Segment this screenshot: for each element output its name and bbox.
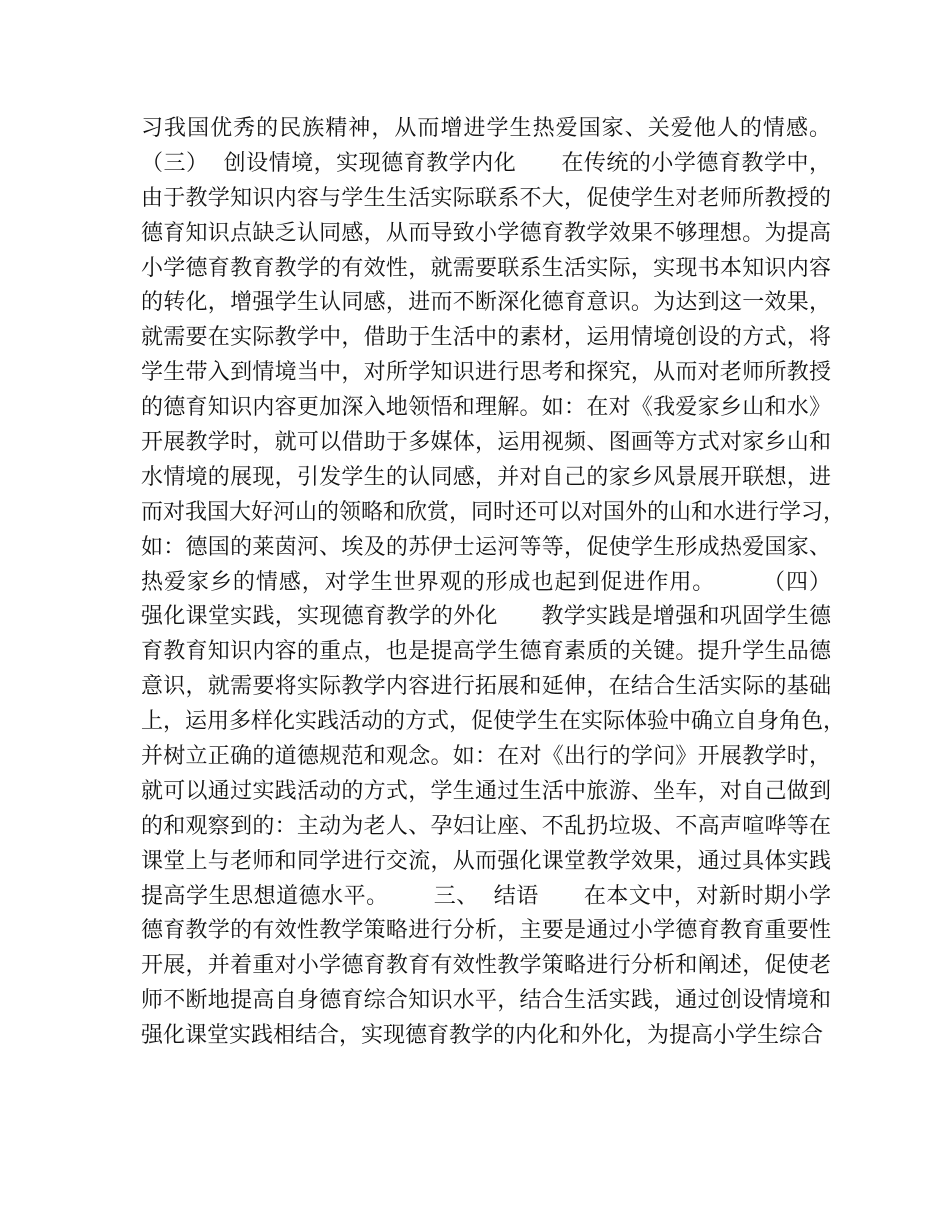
text-line: 提高学生思想道德水平。 三、 结语 在本文中，对新时期小学 — [141, 883, 831, 909]
text-line: 学生带入到情境当中，对所学知识进行思考和探究，从而对老师所教授 — [141, 360, 831, 386]
text-line: 的德育知识内容更加深入地领悟和理解。如：在对《我爱家乡山和水》 — [141, 395, 831, 421]
text-line: 强化课堂实践相结合，实现德育教学的内化和外化，为提高小学生综合 — [141, 1023, 824, 1049]
text-line: 习我国优秀的民族精神，从而增进学生热爱国家、关爱他人的情感。 — [141, 116, 831, 141]
text-line: 德育教学的有效性教学策略进行分析，主要是通过小学德育教育重要性 — [141, 918, 831, 944]
text-line: 热爱家乡的情感，对学生世界观的形成也起到促进作用。 （四） — [141, 569, 831, 595]
text-line: （三） 创设情境，实现德育教学内化 在传统的小学德育教学中， — [141, 150, 831, 176]
text-line: 强化课堂实践，实现德育教学的外化 教学实践是增强和巩固学生德 — [141, 604, 831, 630]
text-line: 意识，就需要将实际教学内容进行拓展和延伸，在结合生活实际的基础 — [141, 674, 831, 700]
text-line: 的转化，增强学生认同感，进而不断深化德育意识。为达到这一效果， — [141, 290, 831, 316]
text-line: 开展教学时，就可以借助于多媒体，运用视频、图画等方式对家乡山和 — [141, 430, 831, 456]
text-line: 上，运用多样化实践活动的方式，促使学生在实际体验中确立自身角色， — [141, 709, 846, 735]
body-text — [141, 112, 846, 1054]
text-line: 小学德育教育教学的有效性，就需要联系生活实际，实现书本知识内容 — [141, 255, 831, 281]
text-line: 就可以通过实践活动的方式，学生通过生活中旅游、坐车，对自己做到 — [141, 778, 831, 804]
text-line: 育教育知识内容的重点，也是提高学生德育素质的关键。提升学生品德 — [141, 639, 831, 665]
text-line: 就需要在实际教学中，借助于生活中的素材，运用情境创设的方式，将 — [141, 325, 831, 351]
text-line: 开展，并着重对小学德育教育有效性教学策略进行分析和阐述，促使老 — [141, 953, 831, 979]
text-line: 并树立正确的道德规范和观念。如：在对《出行的学问》开展教学时， — [141, 744, 831, 770]
text-line: 的和观察到的：主动为老人、孕妇让座、不乱扔垃圾、不高声喧哗等在 — [141, 813, 831, 839]
text-line: 如：德国的莱茵河、埃及的苏伊士运河等等，促使学生形成热爱国家、 — [141, 534, 831, 560]
text-line: 师不断地提高自身德育综合知识水平，结合生活实践，通过创设情境和 — [141, 988, 831, 1014]
text-line: 德育知识点缺乏认同感，从而导致小学德育教学效果不够理想。为提高 — [141, 220, 831, 246]
text-line: 而对我国大好河山的领略和欣赏，同时还可以对国外的山和水进行学习， — [141, 499, 846, 525]
text-line: 水情境的展现，引发学生的认同感，并对自己的家乡风景展开联想，进 — [141, 464, 831, 490]
text-line: 课堂上与老师和同学进行交流，从而强化课堂教学效果，通过具体实践 — [141, 848, 831, 874]
text-line: 由于教学知识内容与学生生活实际联系不大，促使学生对老师所教授的 — [141, 185, 831, 211]
